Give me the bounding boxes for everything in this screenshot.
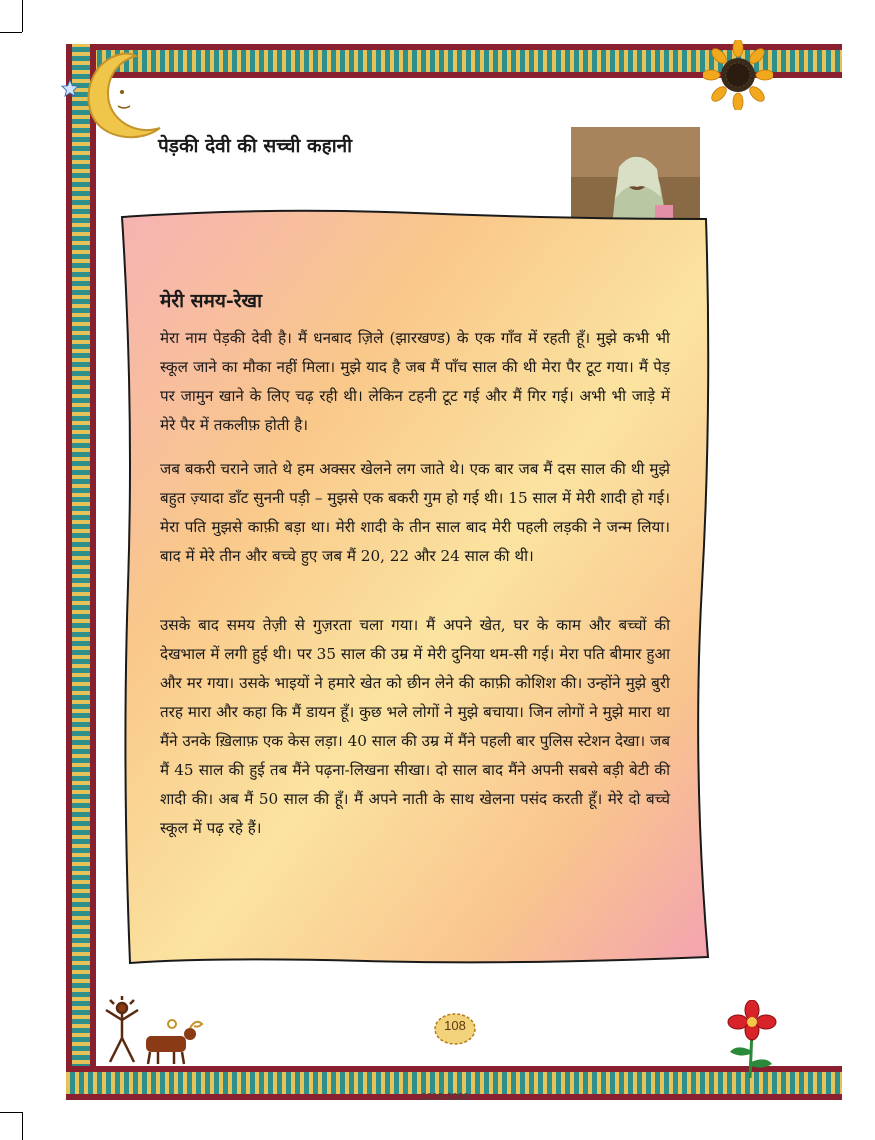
sunflower-icon bbox=[703, 40, 773, 110]
star-icon bbox=[61, 79, 79, 97]
paragraph-3: उसके बाद समय तेज़ी से गुज़रता चला गया। मैं अपने खेत, घर के काम और बच्चों की देखभाल में लगी हुई थी। पर 35 साल की उम्र में मेरी दुनिया थम-सी गई। मेरा पति बीमार हुआ और मर गया। उसके भाइयों ने हमारे खेत को छीन लेने की काफ़ी कोशिश की। उन्होंने मुझे बुरी तरह मारा और कहा कि मैं डायन हूँ। कुछ भले लोगों ने मुझे बचाया। जिन लोगों ने मुझे मारा था मैंने उनके ख़िलाफ़ एक केस लड़ा। 40 साल की उम्र में मैंने पहली बार पुलिस स्टेशन देखा। जब मैं 45 साल की हुई तब मैंने पढ़ना-लिखना सीखा। दो साल बाद मैंने अपनी सबसे बड़ी बेटी की शादी की। अब मैं 50 साल की हूँ। मैं अपने नाती के साथ खेलना पसंद करती हूँ। मेरे दो बच्चे स्कूल में पढ़ रहे हैं। bbox=[160, 616, 670, 837]
paragraph-1: मेरा नाम पेड़की देवी है। मैं धनबाद ज़िले (झारखण्ड) के एक गाँव में रहती हूँ। मुझे कभी भी स्कूल जाने का मौका नहीं मिला। मुझे याद है जब मैं पाँच साल की थी मेरा पैर टूट गया। मैं पेड़ पर जामुन खाने के लिए चढ़ रही थी। लेकिन टहनी टूट गई और मैं गिर गई। अभी भी जाड़े में मेरे पैर में तकलीफ़ होती है। bbox=[160, 329, 670, 434]
crop-mark-top-left-v bbox=[22, 0, 23, 32]
tribal-man-figure-icon bbox=[92, 996, 212, 1066]
goat-figure-icon bbox=[146, 1020, 202, 1064]
red-flower-icon bbox=[722, 1000, 782, 1080]
crop-mark-bottom-left-h bbox=[0, 1112, 22, 1113]
crescent-moon-icon bbox=[78, 50, 164, 142]
paper-background bbox=[116, 205, 711, 970]
paragraph-2: जब बकरी चराने जाते थे हम अक्सर खेलने लग जाते थे। एक बार जब मैं दस साल की थी मुझे बहुत ज़्यादा डाँट सुननी पड़ी – मुझसे एक बकरी गुम हो गई थी। 15 साल में मेरी शादी हो गई। मेरा पति मुझसे काफ़ी बड़ा था। मेरी शादी के तीन साल बाद मेरी पहली लड़की ने जन्म लिया। बाद में मेरे तीन और बच्चे हुए जब मैं 20, 22 और 24 साल की थी। bbox=[160, 460, 670, 565]
crop-mark-top-left-h bbox=[0, 32, 22, 33]
crop-mark-bottom-left-v bbox=[22, 1112, 23, 1140]
border-left bbox=[66, 44, 96, 1100]
footer-year: 2019-2020 bbox=[421, 1092, 469, 1103]
page-title: पेड़की देवी की सच्ची कहानी bbox=[158, 135, 353, 157]
section-heading: मेरी समय-रेखा bbox=[160, 290, 263, 312]
page-number: 108 bbox=[444, 1018, 466, 1033]
